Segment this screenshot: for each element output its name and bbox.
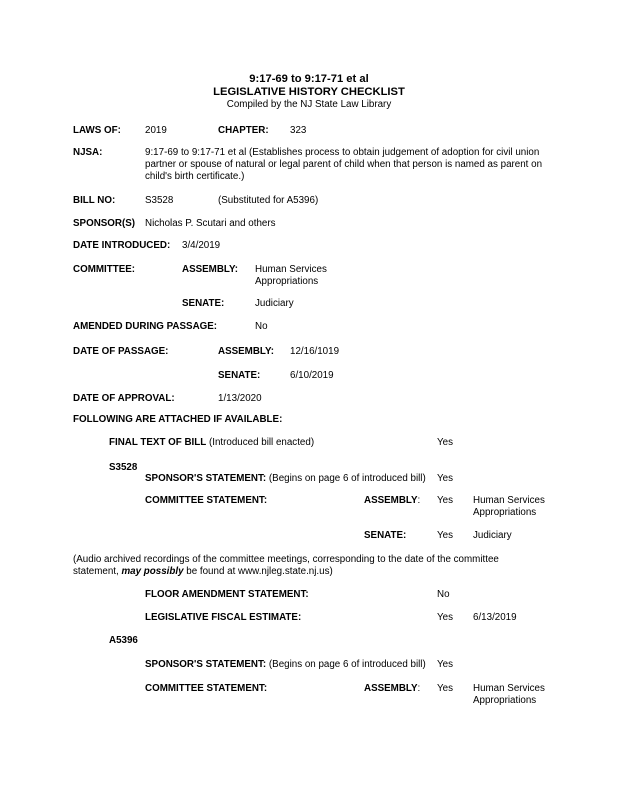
- s3528-sponsor-statement-label: SPONSOR'S STATEMENT:: [145, 473, 267, 484]
- s3528-bill-label: S3528: [109, 462, 138, 473]
- a5396-assembly-value: Yes: [437, 683, 453, 694]
- sponsors-value: Nicholas P. Scutari and others: [145, 218, 276, 229]
- floor-amendment-label: FLOOR AMENDMENT STATEMENT:: [145, 589, 309, 600]
- passage-senate-value: 6/10/2019: [290, 370, 334, 381]
- document-subtitle: LEGISLATIVE HISTORY CHECKLIST: [213, 86, 405, 98]
- a5396-sponsor-statement-note: (Begins on page 6 of introduced bill): [266, 659, 426, 670]
- date-introduced-value: 3/4/2019: [182, 240, 221, 251]
- s3528-senate-committee: Judiciary: [473, 530, 512, 541]
- amended-label: AMENDED DURING PASSAGE:: [73, 321, 218, 332]
- a5396-bill-label: A5396: [109, 635, 138, 646]
- final-text-value: Yes: [437, 437, 453, 448]
- laws-of-label: LAWS OF:: [73, 125, 121, 136]
- laws-of-value: 2019: [145, 125, 167, 136]
- approval-label: DATE OF APPROVAL:: [73, 393, 175, 404]
- s3528-committee-statement-label: COMMITTEE STATEMENT:: [145, 495, 268, 506]
- committee-label: COMMITTEE:: [73, 264, 136, 275]
- passage-assembly-value: 12/16/1019: [290, 346, 340, 357]
- final-text-note: (Introduced bill enacted): [206, 437, 315, 448]
- committee-senate-value: Judiciary: [255, 298, 294, 309]
- s3528-senate-value: Yes: [437, 530, 453, 541]
- final-text-row: [109, 437, 314, 449]
- audio-note-pre: statement,: [73, 566, 122, 577]
- a5396-sponsor-statement-value: Yes: [437, 659, 453, 670]
- a5396-sponsor-statement-row: [145, 659, 426, 671]
- fiscal-estimate-label: LEGISLATIVE FISCAL ESTIMATE:: [145, 612, 302, 623]
- chapter-label: CHAPTER:: [218, 125, 269, 136]
- s3528-assembly-label: ASSEMBLY: [364, 495, 418, 506]
- s3528-assembly-value: Yes: [437, 495, 453, 506]
- sponsors-label: SPONSOR(S): [73, 218, 136, 229]
- date-introduced-label: DATE INTRODUCED:: [73, 240, 171, 251]
- audio-note-line-1: (Audio archived recordings of the committee meetings, corresponding to the date of the committee: [73, 554, 499, 565]
- s3528-assembly-row: [364, 495, 420, 507]
- passage-assembly-label: ASSEMBLY:: [218, 346, 275, 357]
- njsa-label: NJSA:: [73, 147, 103, 158]
- fiscal-estimate-value: Yes: [437, 612, 453, 623]
- a5396-assembly-committee-1: Human Services: [473, 683, 545, 694]
- fiscal-estimate-date: 6/13/2019: [473, 612, 517, 623]
- committee-senate-label: SENATE:: [182, 298, 225, 309]
- floor-amendment-value: No: [437, 589, 450, 600]
- final-text-label: FINAL TEXT OF BILL: [109, 437, 207, 448]
- a5396-assembly-row: [364, 683, 420, 695]
- a5396-sponsor-statement-label: SPONSOR'S STATEMENT:: [145, 659, 267, 670]
- bill-no-label: BILL NO:: [73, 195, 116, 206]
- passage-senate-label: SENATE:: [218, 370, 261, 381]
- s3528-sponsor-statement-value: Yes: [437, 473, 453, 484]
- committee-assembly-value-2: Appropriations: [255, 276, 319, 287]
- a5396-assembly-label: ASSEMBLY: [364, 683, 418, 694]
- s3528-assembly-committee-1: Human Services: [473, 495, 545, 506]
- njsa-line-2: partner or spouse of natural or legal parent of child when that person is named as parent on: [145, 159, 543, 170]
- audio-note-emphasis: may possibly: [121, 566, 184, 577]
- s3528-assembly-committee-2: Appropriations: [473, 507, 537, 518]
- approval-value: 1/13/2020: [218, 393, 262, 404]
- committee-assembly-label: ASSEMBLY:: [182, 264, 239, 275]
- committee-assembly-value-1: Human Services: [255, 264, 327, 275]
- document-title: 9:17-69 to 9:17-71 et al: [249, 73, 369, 85]
- s3528-senate-label: SENATE:: [364, 530, 407, 541]
- a5396-assembly-committee-2: Appropriations: [473, 695, 537, 706]
- njsa-line-3: child's birth certificate.): [145, 171, 245, 182]
- passage-label: DATE OF PASSAGE:: [73, 346, 169, 357]
- audio-note-post: be found at www.njleg.state.nj.us): [183, 566, 333, 577]
- a5396-committee-statement-label: COMMITTEE STATEMENT:: [145, 683, 268, 694]
- audio-note-line-2: [73, 566, 333, 578]
- compiled-by: Compiled by the NJ State Law Library: [226, 99, 392, 110]
- amended-value: No: [255, 321, 268, 332]
- bill-substituted: (Substituted for A5396): [218, 195, 319, 206]
- bill-no-value: S3528: [145, 195, 174, 206]
- attached-heading: FOLLOWING ARE ATTACHED IF AVAILABLE:: [73, 414, 283, 425]
- s3528-assembly-colon: :: [417, 495, 421, 506]
- s3528-sponsor-statement-row: [145, 473, 426, 485]
- a5396-assembly-colon: :: [417, 683, 421, 694]
- chapter-value: 323: [290, 125, 307, 136]
- njsa-line-1: 9:17-69 to 9:17-71 et al (Establishes process to obtain judgement of adoption for civil union: [145, 147, 540, 158]
- s3528-sponsor-statement-note: (Begins on page 6 of introduced bill): [266, 473, 426, 484]
